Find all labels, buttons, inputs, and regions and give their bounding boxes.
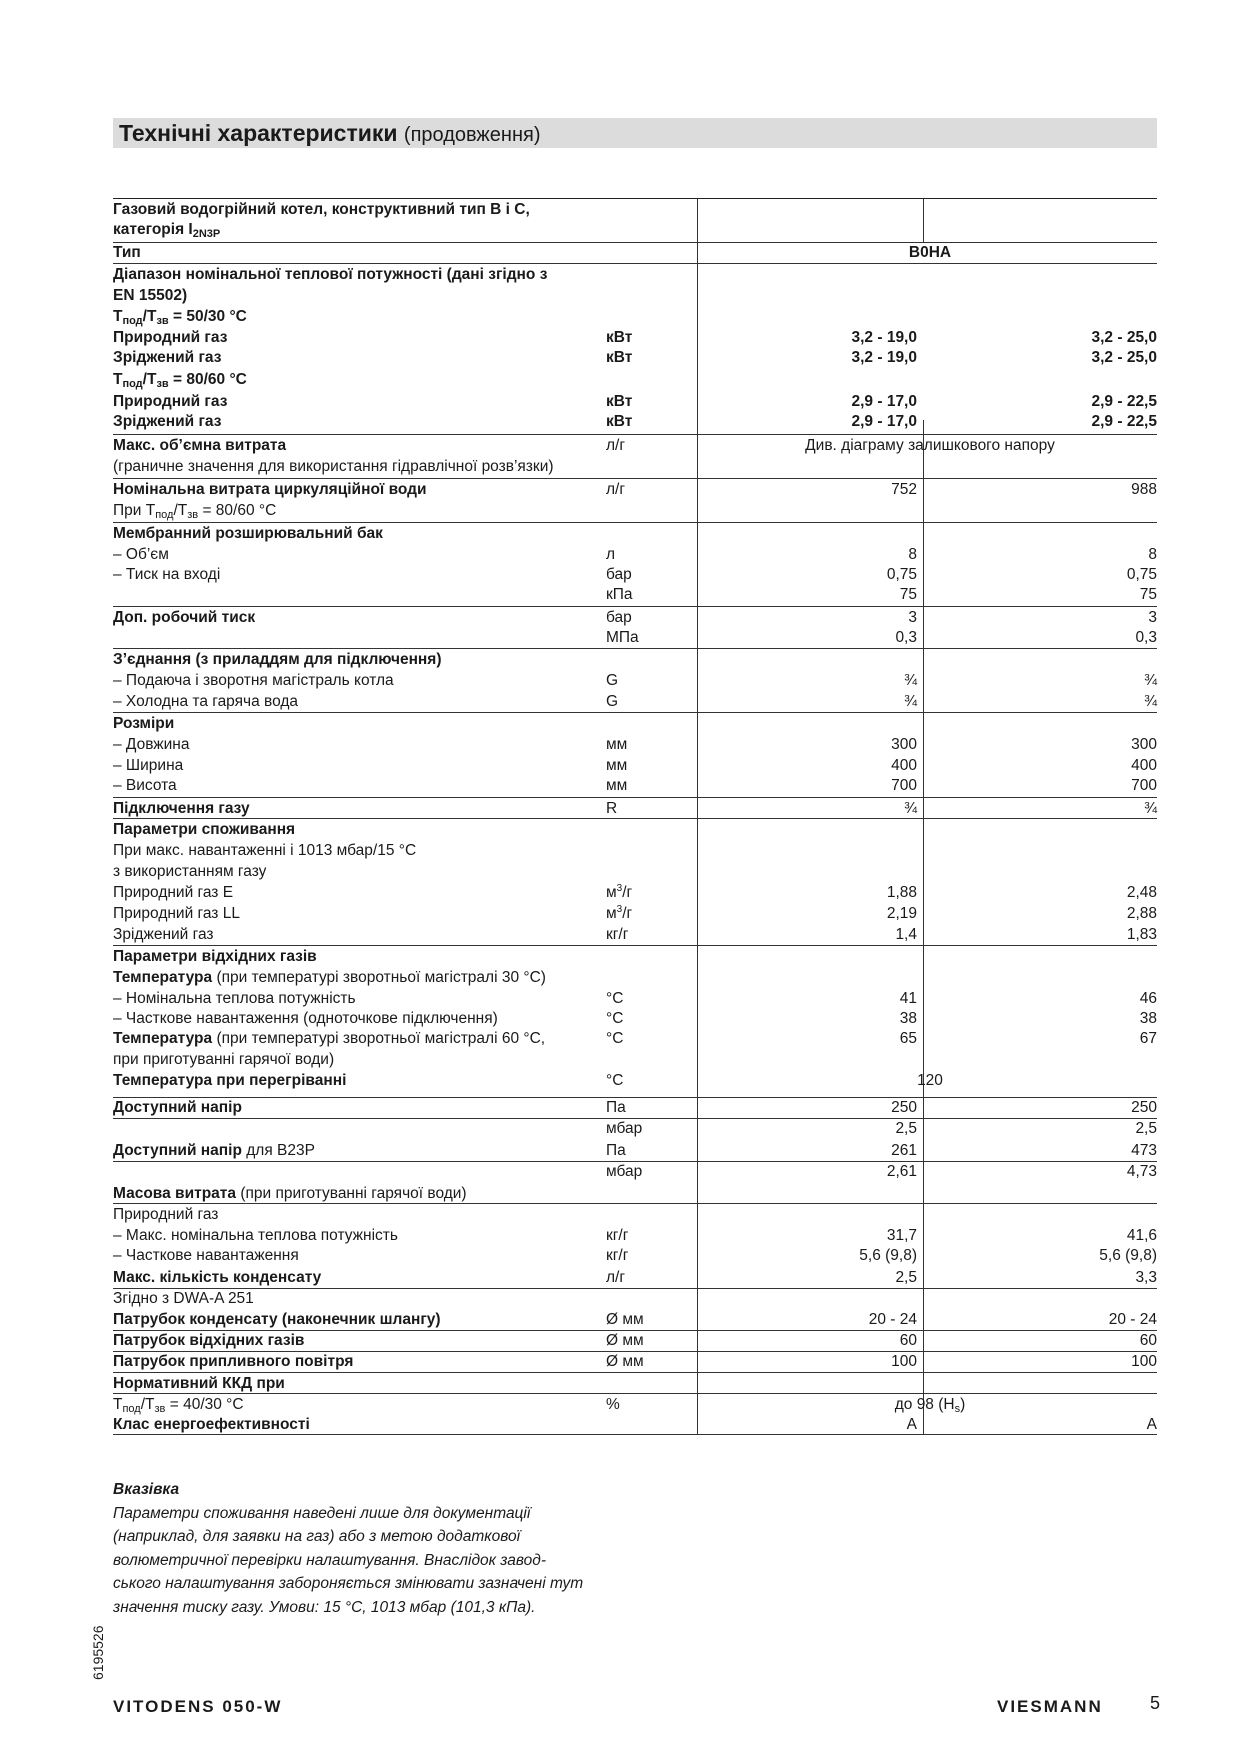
table-row: Підключення газу R ¾ ¾	[113, 800, 1157, 817]
table-row: – Подаюча і зворотня магістраль котла G ¾ ¾	[113, 672, 1157, 689]
table-row: Параметри відхідних газів	[113, 948, 317, 965]
table-row: Мембранний розширювальний бак	[113, 525, 383, 542]
document-number: 6195526	[90, 1625, 106, 1680]
table-row: Природний газ кВт 2,9 - 17,0 2,9 - 22,5	[113, 393, 1157, 410]
table-row: Макс. кількість конденсату л/г 2,5 3,3	[113, 1269, 1157, 1286]
table-row: Зріджений газ кВт 3,2 - 19,0 3,2 - 25,0	[113, 349, 1157, 366]
table-row: Зріджений газ кг/г 1,4 1,83	[113, 926, 1157, 943]
table-row: з використанням газу	[113, 863, 267, 880]
table-row: – Висота мм 700 700	[113, 777, 1157, 794]
note-block	[113, 1478, 633, 1619]
table-row: Розміри	[113, 715, 175, 732]
note-title: Вказівка	[113, 1481, 180, 1498]
table-row: – Макс. номінальна теплова потужність кг/г 31,7 41,6	[113, 1227, 1157, 1244]
table-row: Патрубок припливного повітря Ø мм 100 100	[113, 1353, 1157, 1370]
table-row: Діапазон номінальної теплової потужності (дані згідно з	[113, 266, 548, 283]
product-name: VITODENS 050-W	[113, 1697, 283, 1716]
section-title: Технічні характеристики (продовження)	[119, 120, 541, 146]
table-row: МПа 0,3 0,3	[606, 629, 1157, 646]
table-row: – Довжина мм 300 300	[113, 736, 1157, 753]
table-row: Доп. робочий тиск бар 3 3	[113, 609, 1157, 626]
table-row: При макс. навантаженні і 1013 мбар/15 °C	[113, 842, 417, 859]
note-line: значення тиску газу. Умови: 15 °C, 1013 мбар (101,3 кПа).	[113, 1598, 536, 1616]
note-line: ського налаштування забороняється змінювати зазначені тут	[113, 1575, 584, 1592]
table-row: – Холодна та гаряча вода G ¾ ¾	[113, 693, 1157, 710]
table-row: Температура (при температурі зворотньої магістралі 60 °C, °C 65 67	[113, 1030, 1157, 1047]
table-row: Доступний напір для B23P Па 261 473	[113, 1142, 1157, 1159]
note-line: Параметри споживання наведені лише для документації	[113, 1504, 531, 1522]
brand-logo: VIESMANN	[997, 1697, 1103, 1716]
table-row: Патрубок конденсату (наконечник шлангу) Ø мм 20 - 24 20 - 24	[113, 1311, 1157, 1328]
table-row: Нормативний ККД при	[113, 1375, 285, 1392]
table-row: мбар 2,5 2,5	[606, 1120, 1157, 1137]
table-row: мбар 2,61 4,73	[606, 1163, 1157, 1180]
table-row: при приготуванні гарячої води)	[113, 1051, 335, 1068]
table-row: Тип B0HA	[113, 244, 952, 261]
table-row: Доступний напір Па 250 250	[113, 1099, 1157, 1116]
table-row: – Номінальна теплова потужність °C 41 46	[113, 990, 1157, 1007]
table-row: Температура при перегріванні °C 120	[113, 1072, 943, 1089]
table-row: – Часткове навантаження кг/г 5,6 (9,8) 5,6 (9,8)	[113, 1247, 1157, 1264]
table-row: $T_{под}/T_{зв} = 50/30$ °C	[113, 308, 247, 327]
table-row: (граничне значення для використання гідравлічної розв’язки)	[113, 458, 554, 475]
table-row: кПа 75 75	[606, 586, 1157, 603]
page-number: 5	[1150, 1693, 1161, 1713]
table-row: Природний газ кВт 3,2 - 19,0 3,2 - 25,0	[113, 329, 1157, 346]
note-line: (наприклад, для заявки на газ) або з метою додаткової	[113, 1528, 521, 1545]
table-row: $T_{под}/T_{зв} = 80/60$ °C	[113, 371, 247, 390]
table-row: Газовий водогрійний котел, конструктивний тип B і C,	[113, 201, 530, 218]
table-row: Параметри споживання	[113, 821, 296, 838]
table-row: – Ширина мм 400 400	[113, 757, 1157, 774]
section-header-bar	[113, 118, 1157, 148]
table-row: При $T_{под}/T_{зв} = 80/60$ °C	[113, 502, 277, 521]
table-row: – Об’єм л 8 8	[113, 546, 1157, 563]
table-row: Патрубок відхідних газів Ø мм 60 60	[113, 1332, 1157, 1349]
table-row: Природний газ E $м^3/г$ 1,88 2,48	[113, 883, 1157, 901]
table-row: Природний газ LL $м^3/г$ 2,19 2,88	[113, 904, 1157, 922]
table-row: EN 15502)	[113, 287, 188, 304]
table-row: Масова витрата (при приготуванні гарячої води)	[113, 1185, 467, 1202]
table-row: категорія $I_{2N3P}$	[113, 221, 221, 240]
note-line: волюметричної перевірки налаштування. Внаслідок завод-	[113, 1551, 547, 1569]
table-row: Природний газ	[113, 1206, 219, 1223]
table-row: Макс. об’ємна витрата л/г Див. діаграму залишкового напору	[113, 437, 1055, 454]
table-row: Згідно з DWA-A 251	[113, 1290, 254, 1307]
table-row: $T_{под}/T_{зв} = 40/30$ °C % до 98 $(H_s)$	[113, 1396, 966, 1415]
table-row: Номінальна витрата циркуляційної води л/г 752 988	[113, 481, 1157, 498]
table-row: – Часткове навантаження (одноточкове підключення) °C 38 38	[113, 1010, 1157, 1027]
table-row: Клас енергоефективності A A	[113, 1416, 1157, 1433]
table-row: Температура (при температурі зворотньої магістралі 30 °C)	[113, 969, 546, 986]
table-row: З’єднання (з приладдям для підключення)	[113, 651, 442, 668]
table-row: Зріджений газ кВт 2,9 - 17,0 2,9 - 22,5	[113, 413, 1157, 430]
table-row: – Тиск на вході бар 0,75 0,75	[113, 566, 1157, 583]
